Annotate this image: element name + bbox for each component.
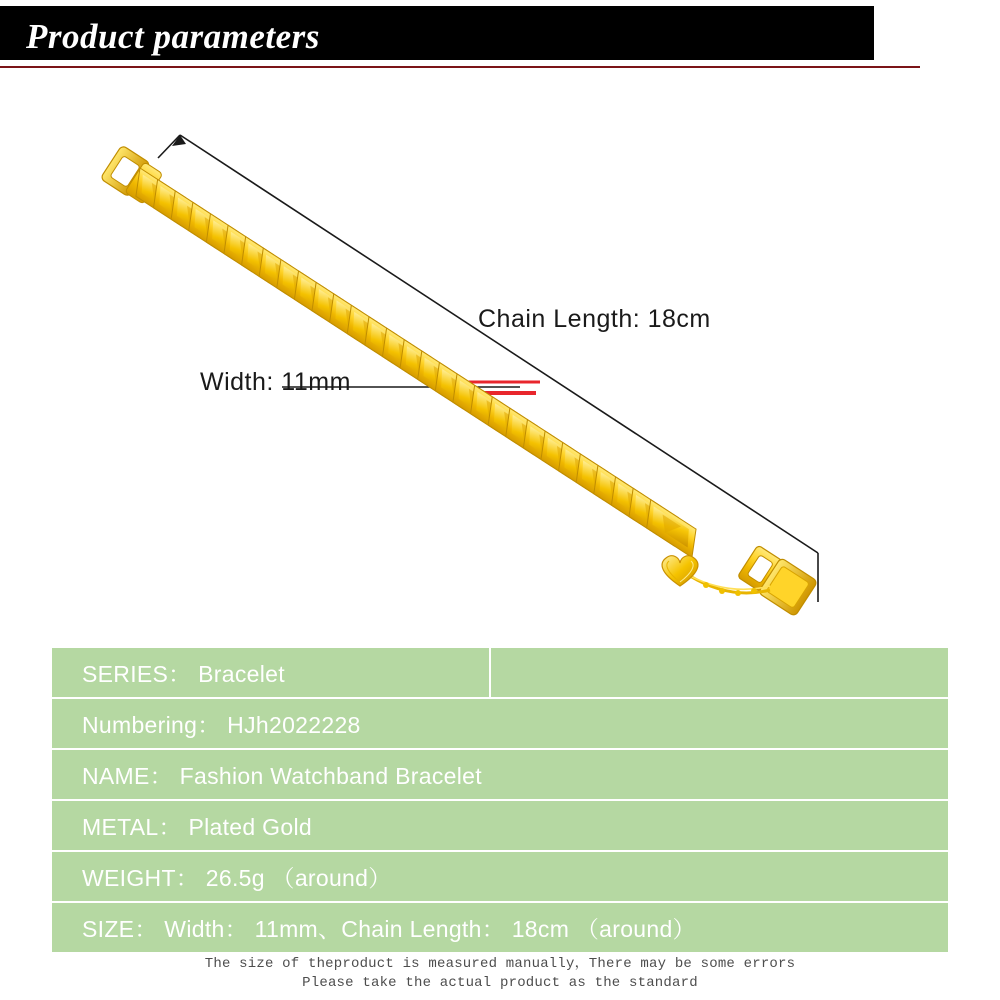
table-row (52, 648, 948, 699)
spec-series: SERIES： Bracelet (82, 661, 285, 687)
spec-name: NAME： Fashion Watchband Bracelet (82, 763, 482, 789)
header-divider-line (0, 66, 920, 68)
table-row (52, 852, 948, 903)
table-row (52, 750, 948, 801)
chain-length-annotation: Chain Length: 18cm (478, 305, 711, 333)
spec-size: SIZE： Width： 11mm、Chain Length： 18cm （around） (82, 916, 696, 942)
disclaimer-line-2: Please take the actual product as the standard (302, 975, 698, 991)
disclaimer-line-1: The size of theproduct is measured manually，There may be some errors (204, 956, 796, 972)
footer-disclaimer (0, 955, 1000, 993)
bracelet-illustration (0, 90, 1000, 645)
width-annotation: Width: 11mm (200, 368, 351, 396)
cell-divider (489, 648, 491, 697)
spec-metal: METAL： Plated Gold (82, 814, 312, 840)
product-image-area (0, 90, 1000, 645)
spec-weight: WEIGHT： 26.5g （around） (82, 865, 392, 891)
table-row (52, 801, 948, 852)
table-row (52, 699, 948, 750)
specification-table (52, 648, 948, 954)
table-row (52, 903, 948, 954)
page-title: Product parameters (26, 17, 320, 56)
spec-numbering: Numbering： HJh2022228 (82, 712, 361, 738)
page-header-banner (0, 6, 874, 60)
